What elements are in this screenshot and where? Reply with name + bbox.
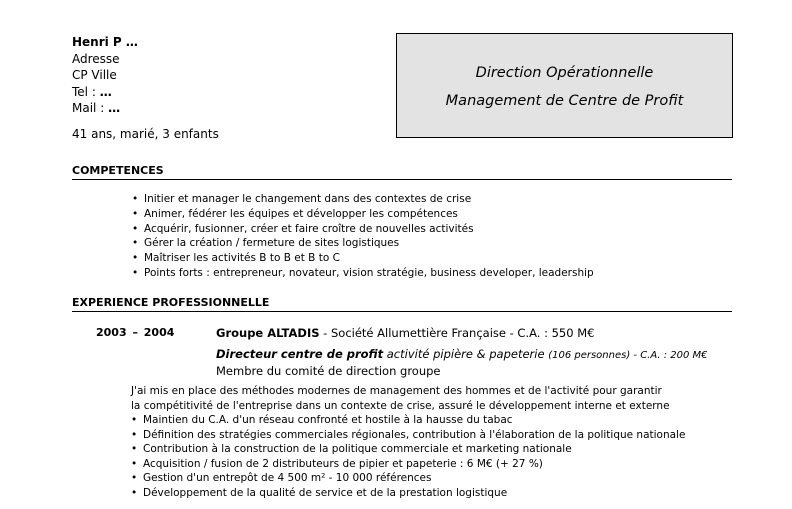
competence-item: • Acquérir, fusionner, créer et faire croître de nouvelles activités — [132, 222, 594, 237]
achievement-item: • Maintien du C.A. d'un réseau confronté et hostile à la hausse du tabac — [131, 413, 685, 428]
phone-label: Tel : — [72, 84, 96, 99]
achievement-item: • Définition des stratégies commerciales régionales, contribution à l'élaboration de la politique nationale — [131, 428, 685, 443]
company-details: - Société Allumettière Française - C.A. : 550 M€ — [319, 326, 595, 340]
city-line: CP Ville — [72, 68, 117, 82]
mail-label: Mail : — [72, 101, 105, 115]
achievement-item: • Contribution à la construction de la politique commerciale et marketing nationale — [131, 442, 685, 457]
competence-item: • Animer, fédérer les équipes et développer les compétences — [132, 207, 594, 222]
competence-item: • Points forts : entrepreneur, novateur, vision stratégie, business developer, leadership — [132, 266, 594, 281]
contact-block — [72, 34, 138, 117]
description-line-1: J'ai mis en place des méthodes modernes de management des hommes et de l'activité pour garantir — [131, 385, 662, 397]
role-details: (106 personnes) - C.A. : 200 M€ — [548, 350, 708, 361]
company-line — [216, 326, 594, 340]
role-activity: activité pipière & papeterie — [383, 347, 549, 361]
experience-heading: EXPERIENCE PROFESSIONNELLE — [72, 296, 732, 312]
mail-line — [72, 100, 138, 117]
role-title: Directeur centre de profit — [216, 347, 384, 361]
role-line — [216, 347, 708, 361]
achievement-item: • Acquisition / fusion de 2 distributeurs de pipier et papeterie : 6 M€ (+ 27 %) — [131, 457, 685, 472]
competence-item: • Initier et manager le changement dans des contextes de crise — [132, 192, 594, 207]
description-line-2: la compétitivité de l'entreprise dans un contexte de crise, assuré le développement interne et externe — [131, 399, 670, 412]
candidate-name: Henri P … — [72, 35, 138, 49]
competence-item: • Gérer la création / fermeture de sites logistiques — [132, 236, 594, 251]
mail-value: … — [108, 101, 121, 115]
experience-dates: 2003 – 2004 — [96, 326, 175, 339]
achievement-item: • Gestion d'un entrepôt de 4 500 m² - 10 000 références — [131, 471, 685, 486]
address-line: Adresse — [72, 51, 120, 66]
target-position-box — [396, 33, 733, 138]
achievements-list — [131, 413, 685, 501]
target-title-line-2: Management de Centre de Profit — [445, 93, 684, 109]
family-status: 41 ans, marié, 3 enfants — [72, 127, 219, 141]
target-title-line-1: Direction Opérationnelle — [475, 65, 654, 81]
phone-line — [72, 84, 138, 101]
company-name: Groupe ALTADIS — [216, 326, 320, 340]
experience-description — [131, 384, 751, 413]
competence-item: • Maîtriser les activités B to B et B to C — [132, 251, 594, 266]
competences-heading: COMPETENCES — [72, 164, 732, 180]
achievement-item: • Développement de la qualité de service et de la prestation logistique — [131, 486, 685, 501]
committee-line: Membre du comité de direction groupe — [216, 364, 441, 378]
competences-list — [132, 192, 594, 281]
phone-value: … — [99, 84, 112, 99]
